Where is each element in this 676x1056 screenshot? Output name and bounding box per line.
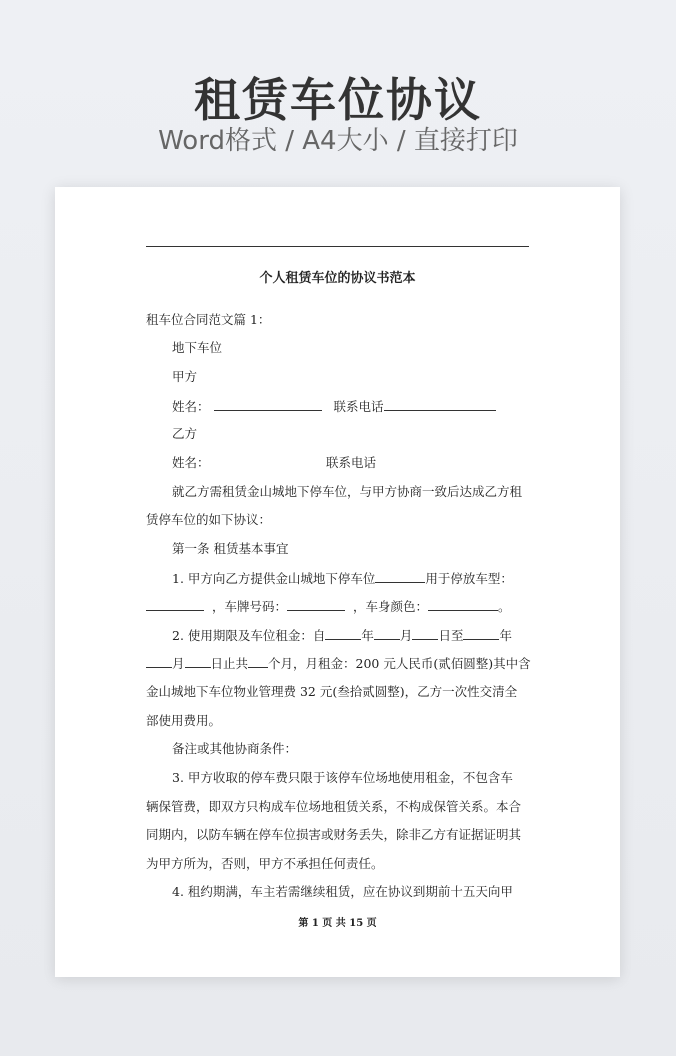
clause-text: 用于停放车型： — [425, 571, 513, 586]
clause-text: ，车牌号码： — [211, 599, 287, 614]
clause-text: 日止共 — [210, 656, 249, 671]
page-footer: 第 1 页 共 15 页 — [298, 918, 377, 929]
phone-label: 联系电话 — [326, 455, 377, 470]
paragraph-line: 同期内，以防车辆在停车位损害或财务丢失，除非乙方有证据证明其 — [146, 827, 522, 842]
article-heading: 第一条 租赁基本事宜 — [172, 541, 289, 556]
document-title: 个人租赁车位的协议书范本 — [259, 271, 416, 286]
phone-label: 联系电话 — [333, 399, 384, 414]
clause-text: 年 — [361, 628, 374, 643]
fill-blank — [428, 598, 498, 611]
document-page — [55, 187, 620, 977]
party-a-row — [172, 398, 496, 415]
fill-blank — [412, 627, 438, 640]
clause-text: ，车身颜色： — [352, 599, 428, 614]
paragraph-line: 4. 租约期满，车主若需继续租赁，应在协议到期前十五天向甲 — [172, 884, 513, 899]
banner-subtitle: Word格式 / A4大小 / 直接打印 — [158, 126, 518, 156]
notes-label: 备注或其他协商条件： — [172, 741, 298, 756]
clause-2-line — [146, 655, 531, 672]
paragraph-line: 3. 甲方收取的停车费只限于该停车位场地使用租金，不包含车 — [172, 770, 513, 785]
clause-text: 月 — [399, 628, 413, 643]
clause-text: 日至 — [438, 628, 464, 643]
fill-blank — [146, 655, 172, 668]
paragraph-line: 部使用费用。 — [146, 713, 222, 728]
section-heading: 租车位合同范文篇 1： — [146, 312, 271, 327]
name-label: 姓名： — [172, 455, 210, 470]
fill-blank — [248, 655, 268, 668]
name-label: 姓名： — [172, 399, 210, 414]
clause-text: 月 — [172, 656, 185, 671]
fill-blank — [374, 627, 400, 640]
header-rule — [146, 246, 529, 247]
clause-text: 年 — [499, 628, 512, 643]
fill-blank — [146, 598, 204, 611]
fill-blank — [375, 570, 425, 583]
paragraph-line: 辆保管费，即双方只构成车位场地租赁关系，不构成保管关系。本合 — [146, 799, 522, 814]
text-line: 地下车位 — [172, 340, 223, 355]
fill-blank — [185, 655, 211, 668]
clause-text: 1. 甲方向乙方提供金山城地下停车位 — [172, 571, 376, 586]
banner-title: 租赁车位协议 — [194, 73, 482, 127]
clause-2-line — [172, 627, 512, 644]
name-blank — [214, 398, 322, 411]
phone-blank — [384, 398, 496, 411]
paragraph-line: 就乙方需租赁金山城地下停车位，与甲方协商一致后达成乙方租 — [172, 484, 523, 499]
paragraph-line: 金山城地下车位物业管理费 32 元(叁拾贰圆整)，乙方一次性交清全 — [146, 684, 518, 699]
clause-text: 。 — [498, 599, 511, 614]
clause-1-line — [146, 598, 511, 615]
fill-blank — [325, 627, 361, 640]
clause-1-line — [172, 570, 513, 587]
party-b-row — [172, 455, 377, 471]
clause-text: 2. 使用期限及车位租金：自 — [172, 628, 326, 643]
fill-blank — [463, 627, 499, 640]
paragraph-line: 为甲方所为，否则，甲方不承担任何责任。 — [146, 856, 384, 871]
text-line: 乙方 — [172, 426, 198, 441]
clause-text: 个月，月租金：200 元人民币(贰佰圆整)其中含 — [268, 656, 531, 671]
text-line: 甲方 — [172, 369, 198, 384]
fill-blank — [287, 598, 345, 611]
paragraph-line: 赁停车位的如下协议： — [146, 512, 272, 527]
